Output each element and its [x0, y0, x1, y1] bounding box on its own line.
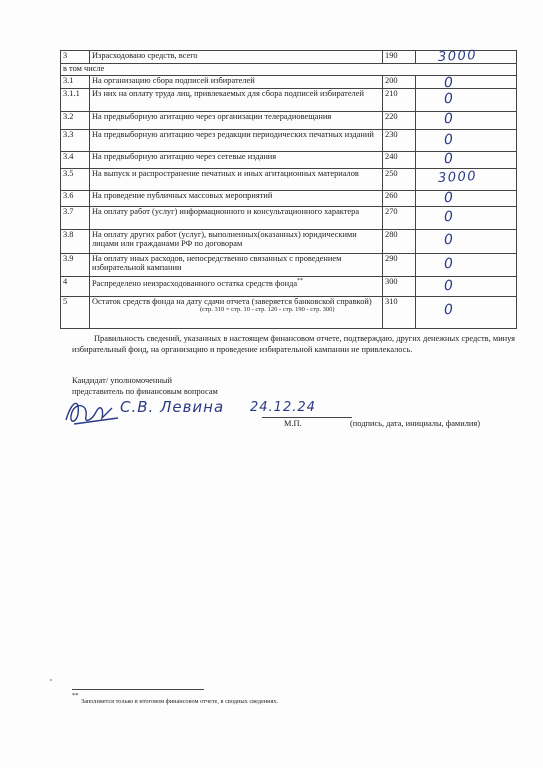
row-sum-cell	[416, 168, 517, 190]
footnote-divider	[72, 689, 204, 690]
handwritten-name: С.В. Левина	[120, 398, 225, 416]
row-sum-cell	[416, 296, 517, 328]
signature-scribble	[62, 394, 122, 430]
row-sum-cell	[416, 206, 517, 229]
row-name: На оплату работ (услуг) информационного и консультационного характера	[90, 206, 383, 229]
row-sum-cell	[416, 129, 517, 151]
row-number: 4	[61, 276, 90, 296]
row-number: 3.4	[61, 151, 90, 168]
table-row	[61, 253, 517, 276]
row-number: 3	[61, 51, 90, 64]
handwritten-sum: 0	[443, 301, 455, 319]
row-sum-cell	[416, 151, 517, 168]
signature-area	[60, 392, 360, 432]
row-name: На оплату других работ (услуг), выполненных(оказанных) юридическими лицами или гражданами РФ по договорам	[90, 229, 383, 253]
row-code: 310	[383, 296, 416, 328]
row-code: 280	[383, 229, 416, 253]
row-sum-cell	[416, 74, 517, 92]
handwritten-date: 24.12.24	[250, 400, 316, 415]
row-sum-cell	[416, 276, 517, 296]
row-name	[90, 276, 383, 296]
finance-table	[60, 47, 517, 329]
table-row	[61, 276, 517, 296]
handwritten-sum: 0	[443, 131, 455, 149]
table-row	[61, 51, 517, 64]
handwritten-sum: 0	[443, 277, 455, 295]
table-row	[61, 111, 517, 129]
table-row	[61, 151, 517, 168]
row-name: Из них на оплату труда лиц, привлекаемых для сбора подписей избирателей	[90, 88, 383, 111]
row-code: 300	[383, 276, 416, 296]
certification-paragraph: Правильность сведений, указанных в настоящем финансовом отчете, подтверждаю, других денежных средств, минуя избирательный фонд, на организацию и проведение избирательной кампании не привлекалось.	[72, 334, 515, 355]
row-code: 240	[383, 151, 416, 168]
row-name: На организацию сбора подписей избирателей	[90, 75, 383, 88]
row-number: 3.8	[61, 229, 90, 253]
signer-label-line2: представитель по финансовым вопросам	[72, 386, 218, 396]
row-name: На оплату иных расходов, непосредственно связанных с проведением избирательной кампании	[90, 253, 383, 276]
row-code: 290	[383, 253, 416, 276]
footnote-mark: **	[72, 692, 79, 699]
row-name-text: Остаток средств фонда на дату сдачи отчета (заверяется банковской справкой)	[92, 296, 372, 306]
row-code: 190	[383, 51, 416, 64]
row-code: 250	[383, 168, 416, 190]
row-sum-cell	[416, 88, 517, 111]
row-number: 3.1.1	[61, 88, 90, 111]
table-row	[61, 206, 517, 229]
row-name: На предвыборную агитацию через редакции периодических печатных изданий	[90, 129, 383, 151]
table-row	[61, 229, 517, 253]
row-name: На предвыборную агитацию через сетевые издания	[90, 151, 383, 168]
row-sum-cell	[416, 190, 517, 206]
table-row	[61, 190, 517, 206]
signature-caption: (подпись, дата, инициалы, фамилия)	[350, 419, 481, 428]
row-number: 3.6	[61, 190, 90, 206]
row-number: 3.3	[61, 129, 90, 151]
table-row	[61, 296, 517, 328]
row-number: 3.7	[61, 206, 90, 229]
handwritten-sum: 3000	[437, 168, 478, 186]
table-row	[61, 88, 517, 111]
footnote-text: Заполняется только в итоговом финансовом отчете, в сводных сведениях.	[81, 698, 279, 705]
row-sum-cell	[416, 229, 517, 253]
row-code: 230	[383, 129, 416, 151]
row-name: Израсходовано средств, всего	[90, 51, 383, 64]
handwritten-sum: 0	[443, 90, 455, 108]
stamp-place-label: М.П.	[284, 419, 302, 428]
row-name: На проведение публичных массовых мероприятий	[90, 190, 383, 206]
handwritten-sum: 0	[443, 189, 455, 207]
row-name-text: Распределено неизрасходованного остатка средств фонда	[92, 278, 298, 288]
handwritten-sum: 0	[443, 150, 455, 168]
handwritten-sum: 0	[443, 110, 455, 128]
row-code: 220	[383, 111, 416, 129]
row-name: На выпуск и распространение печатных и иных агитационных материалов	[90, 168, 383, 190]
row-number: 5	[61, 296, 90, 328]
row-sum-cell	[416, 253, 517, 276]
table-row	[61, 129, 517, 151]
row-formula: (стр. 310 = стр. 10 - стр. 120 - стр. 190 - стр. 300)	[200, 305, 335, 313]
row-number: 3.9	[61, 253, 90, 276]
handwritten-sum: 0	[443, 255, 455, 273]
table-row	[61, 168, 517, 190]
table-row	[61, 64, 517, 76]
row-name: На предвыборную агитацию через организации телерадиовещания	[90, 111, 383, 129]
handwritten-sum: 0	[443, 74, 455, 92]
row-subheader: в том числе	[61, 64, 517, 76]
row-number: 3.1	[61, 75, 90, 88]
table-row	[61, 75, 517, 88]
row-sum-cell	[416, 111, 517, 129]
handwritten-sum: 0	[443, 208, 455, 226]
signer-label-line1: Кандидат/ уполномоченный	[72, 376, 172, 385]
row-code: 200	[383, 75, 416, 88]
row-number: 3.2	[61, 111, 90, 129]
row-code: 260	[383, 190, 416, 206]
footnote-reference: **	[297, 277, 304, 284]
scan-dot	[50, 679, 52, 681]
row-code: 210	[383, 88, 416, 111]
handwritten-sum: 0	[443, 231, 455, 249]
row-code: 270	[383, 206, 416, 229]
row-name	[90, 296, 383, 328]
handwritten-sum: 3000	[437, 47, 478, 66]
signature-line	[262, 417, 352, 418]
row-sum-cell	[416, 47, 517, 66]
row-number: 3.5	[61, 168, 90, 190]
